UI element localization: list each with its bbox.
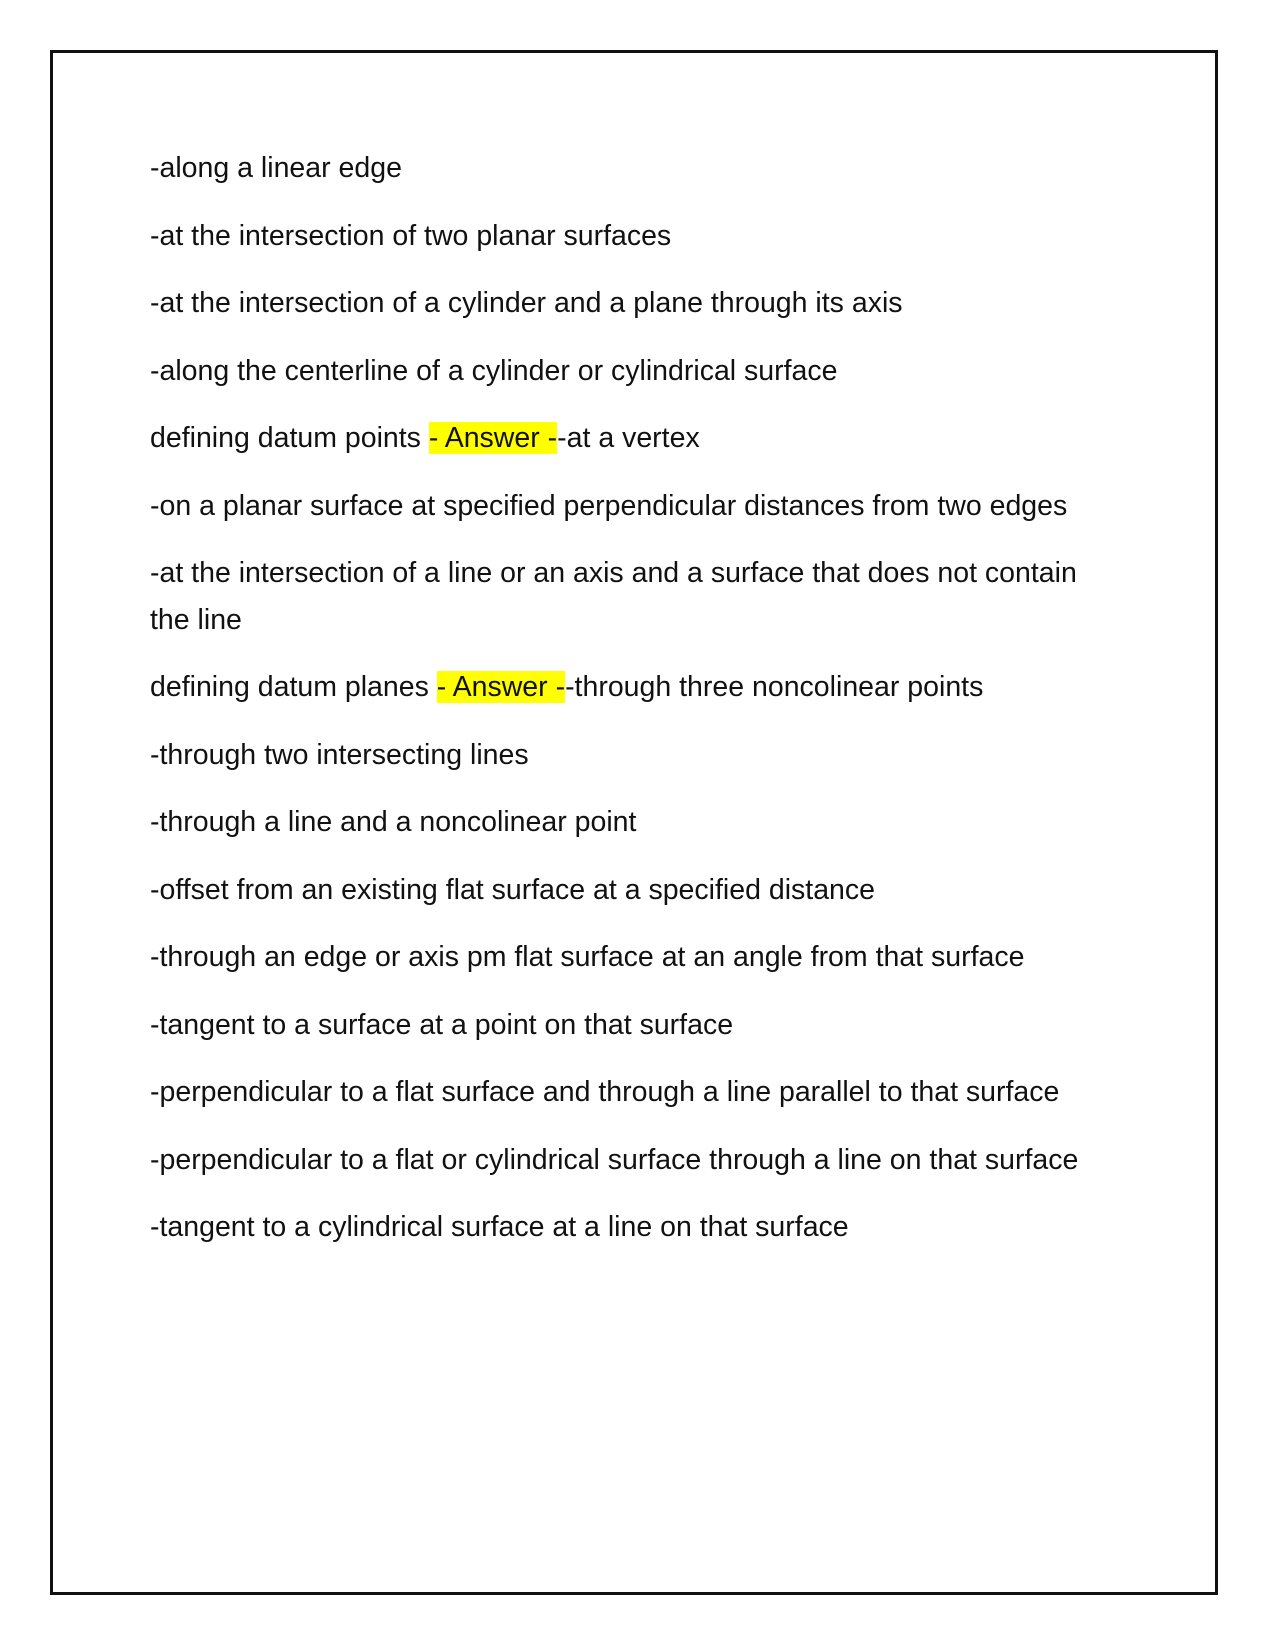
answer-highlight: - Answer -: [436, 671, 566, 703]
text-line: -through two intersecting lines: [150, 738, 529, 771]
text-line: -through an edge or axis pm flat surface at an angle from that surface: [150, 941, 1025, 973]
text-line: -along a linear edge: [150, 152, 402, 184]
text-line: -through a line and a noncolinear point: [150, 806, 637, 838]
text-line: -at the intersection of a line or an axis and a surface that does not contain the line: [150, 557, 1077, 636]
question-term: defining datum planes: [150, 671, 437, 703]
answer-text: -through three noncolinear points: [565, 671, 984, 703]
answer-highlight: - Answer -: [428, 422, 558, 454]
question-term: defining datum points: [150, 422, 429, 454]
text-line: -tangent to a surface at a point on that surface: [150, 1008, 734, 1041]
text-line: -at the intersection of a cylinder and a plane through its axis: [150, 287, 903, 319]
document-body: [150, 145, 1090, 1272]
text-line: -at the intersection of two planar surfaces: [150, 219, 672, 252]
text-line: -offset from an existing flat surface at a specified distance: [150, 873, 876, 906]
text-line: -tangent to a cylindrical surface at a line on that surface: [150, 1211, 849, 1243]
text-line: -perpendicular to a flat or cylindrical surface through a line on that surface: [150, 1143, 1079, 1176]
text-line: -on a planar surface at specified perpendicular distances from two edges: [150, 489, 1068, 522]
question-line-datum-planes: [150, 664, 1090, 711]
question-line-datum-points: [150, 415, 1090, 462]
answer-text: -at a vertex: [557, 422, 700, 454]
text-line: -perpendicular to a flat surface and through a line parallel to that surface: [150, 1076, 1060, 1108]
text-line: -along the centerline of a cylinder or cylindrical surface: [150, 354, 838, 387]
